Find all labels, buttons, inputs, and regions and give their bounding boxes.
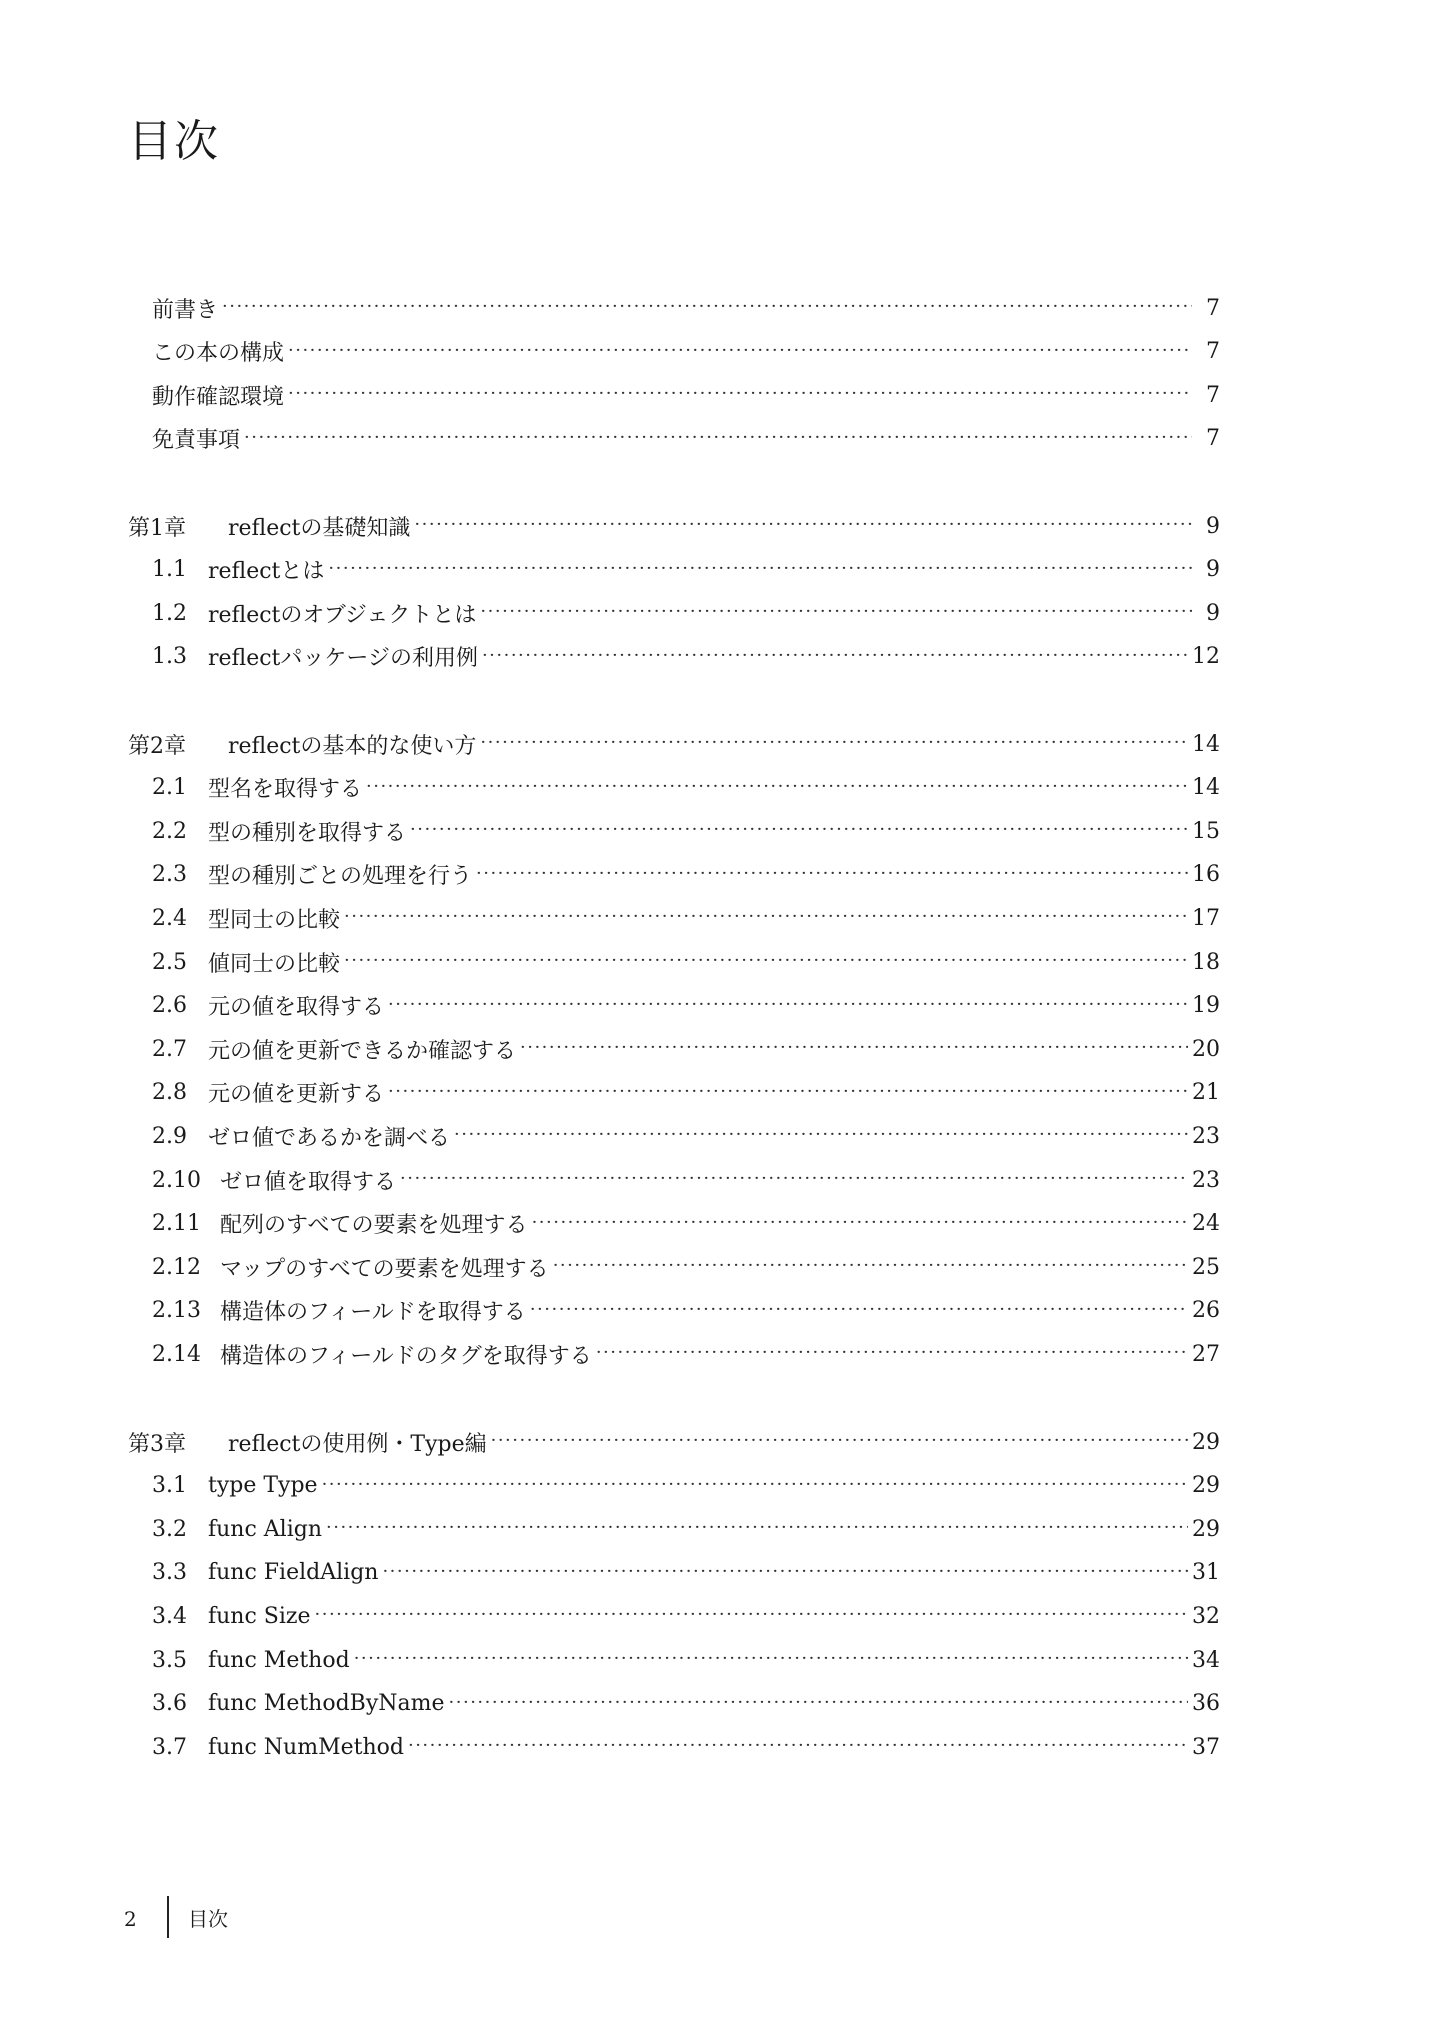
toc-section-entry[interactable] xyxy=(152,554,1220,586)
toc-section-entry[interactable] xyxy=(152,1470,1220,1502)
toc-entry-title: type Type xyxy=(208,1473,318,1499)
dot-leader xyxy=(322,1470,1188,1502)
footer-page-number: 2 xyxy=(124,1907,137,1931)
toc-entry-page: 32 xyxy=(1192,1603,1220,1629)
toc-entry-page: 31 xyxy=(1192,1560,1220,1586)
section-number: 2.6 xyxy=(152,993,187,1019)
toc-entry-title: reflectとは xyxy=(208,559,325,585)
toc-entry-page: 9 xyxy=(1206,600,1220,626)
toc-section-entry[interactable] xyxy=(152,1600,1220,1632)
toc-section-entry[interactable] xyxy=(152,902,1220,934)
toc-entry-title: reflectの基礎知識 xyxy=(228,515,411,541)
toc-entry-page: 16 xyxy=(1192,862,1220,888)
section-number: 2.7 xyxy=(152,1036,187,1062)
section-number: 2.11 xyxy=(152,1211,201,1237)
toc-entry-page: 7 xyxy=(1206,426,1220,452)
toc-section-entry[interactable] xyxy=(152,772,1220,804)
toc-entry-title: 配列のすべての要素を処理する xyxy=(220,1213,528,1239)
toc-entry-page: 18 xyxy=(1192,949,1220,975)
toc-entry-title: reflectの基本的な使い方 xyxy=(228,733,477,759)
toc-entry-title: 元の値を更新できるか確認する xyxy=(208,1038,517,1064)
toc-entry-page: 29 xyxy=(1192,1516,1220,1542)
toc-entry-page: 17 xyxy=(1192,905,1220,931)
section-number: 3.5 xyxy=(152,1647,187,1673)
dot-leader xyxy=(491,1426,1188,1458)
dot-leader xyxy=(222,292,1192,324)
dot-leader xyxy=(388,1077,1188,1109)
toc-entry-title: 型同士の比較 xyxy=(208,907,341,933)
toc-entry-title: 型の種別ごとの処理を行う xyxy=(208,864,473,890)
section-number: 2.12 xyxy=(152,1254,201,1280)
toc-entry-title: func Align xyxy=(208,1516,323,1542)
footer-divider xyxy=(167,1896,169,1938)
toc-entry-title: マップのすべての要素を処理する xyxy=(220,1256,549,1282)
dot-leader xyxy=(344,902,1188,934)
chapter-label: 第3章 xyxy=(128,1431,186,1457)
toc-entry-page: 7 xyxy=(1206,339,1220,365)
toc-section-entry[interactable] xyxy=(152,815,1220,847)
section-number: 2.9 xyxy=(152,1123,187,1149)
section-number: 3.1 xyxy=(152,1473,187,1499)
toc-entry-page: 27 xyxy=(1192,1341,1220,1367)
dot-leader xyxy=(244,423,1192,455)
toc-entry-title: func NumMethod xyxy=(208,1734,404,1760)
section-number: 2.5 xyxy=(152,949,187,975)
toc-preface-entry[interactable] xyxy=(152,292,1220,324)
dot-leader xyxy=(532,1208,1188,1240)
toc-entry-title: 免責事項 xyxy=(152,428,241,454)
toc-entry-page: 20 xyxy=(1192,1036,1220,1062)
dot-leader xyxy=(288,336,1192,368)
toc-entry-title: 値同士の比較 xyxy=(208,951,341,977)
dot-leader xyxy=(388,990,1188,1022)
toc-entry-page: 37 xyxy=(1192,1734,1220,1760)
dot-leader xyxy=(408,1731,1188,1763)
section-number: 2.3 xyxy=(152,862,187,888)
toc-entry-title: 構造体のフィールドを取得する xyxy=(220,1300,526,1326)
section-number: 1.1 xyxy=(152,557,187,583)
toc-entry-title: 前書き xyxy=(152,297,219,323)
toc-entry-title: 型名を取得する xyxy=(208,777,363,803)
toc-entry-title: func Method xyxy=(208,1647,350,1673)
dot-leader xyxy=(530,1295,1188,1327)
toc-entry-page: 24 xyxy=(1192,1211,1220,1237)
toc-preface-entry[interactable] xyxy=(152,423,1220,455)
toc-section-entry[interactable] xyxy=(152,1557,1220,1589)
toc-entry-title: 構造体のフィールドのタグを取得する xyxy=(220,1343,592,1369)
toc-entry-page: 14 xyxy=(1192,775,1220,801)
section-number: 1.3 xyxy=(152,644,187,670)
toc-entry-page: 14 xyxy=(1192,731,1220,757)
toc-entry-page: 7 xyxy=(1206,295,1220,321)
section-number: 2.10 xyxy=(152,1167,201,1193)
toc-section-entry[interactable] xyxy=(152,1120,1220,1152)
dot-leader xyxy=(414,510,1192,542)
toc-chapter-entry[interactable] xyxy=(128,1426,1220,1458)
dot-leader xyxy=(410,815,1188,847)
toc-section-entry[interactable] xyxy=(152,1077,1220,1109)
toc-preface-entry[interactable] xyxy=(152,336,1220,368)
dot-leader xyxy=(476,859,1188,891)
section-number: 3.4 xyxy=(152,1603,187,1629)
dot-leader xyxy=(382,1557,1188,1589)
toc-chapter-entry[interactable] xyxy=(128,510,1220,542)
toc-entry-title: func FieldAlign xyxy=(208,1560,379,1586)
dot-leader xyxy=(596,1338,1188,1370)
section-number: 3.7 xyxy=(152,1734,187,1760)
toc-entry-page: 34 xyxy=(1192,1647,1220,1673)
toc-entry-page: 23 xyxy=(1192,1123,1220,1149)
dot-leader xyxy=(326,1513,1188,1545)
dot-leader xyxy=(449,1688,1188,1720)
toc-entry-title: reflectパッケージの利用例 xyxy=(208,646,478,672)
section-number: 3.2 xyxy=(152,1516,187,1542)
toc-section-entry[interactable] xyxy=(152,641,1220,673)
toc-section-entry[interactable] xyxy=(152,946,1220,978)
toc-entry-page: 25 xyxy=(1192,1254,1220,1280)
toc-entry-page: 15 xyxy=(1192,818,1220,844)
dot-leader xyxy=(520,1033,1188,1065)
toc-entry-title: 動作確認環境 xyxy=(152,384,285,410)
dot-leader xyxy=(454,1120,1188,1152)
toc-entry-page: 19 xyxy=(1192,993,1220,1019)
toc-entry-page: 26 xyxy=(1192,1298,1220,1324)
chapter-label: 第1章 xyxy=(128,515,186,541)
toc-entry-title: reflectの使用例・Type編 xyxy=(228,1431,487,1457)
toc-entry-title: reflectのオブジェクトとは xyxy=(208,602,477,628)
toc-entry-page: 29 xyxy=(1192,1473,1220,1499)
page-title: 目次 xyxy=(128,116,220,167)
toc-section-entry[interactable] xyxy=(152,859,1220,891)
section-number: 2.1 xyxy=(152,775,187,801)
section-number: 1.2 xyxy=(152,600,187,626)
section-number: 2.8 xyxy=(152,1080,187,1106)
section-number: 2.4 xyxy=(152,905,187,931)
section-number: 3.3 xyxy=(152,1560,187,1586)
dot-leader xyxy=(400,1164,1188,1196)
section-number: 3.6 xyxy=(152,1691,187,1717)
toc-entry-page: 23 xyxy=(1192,1167,1220,1193)
toc-chapter-entry[interactable] xyxy=(128,728,1220,760)
toc-entry-page: 12 xyxy=(1192,644,1220,670)
toc-section-entry[interactable] xyxy=(152,1251,1220,1283)
dot-leader xyxy=(553,1251,1188,1283)
toc-section-entry[interactable] xyxy=(152,1033,1220,1065)
toc-entry-page: 9 xyxy=(1206,557,1220,583)
toc-entry-page: 21 xyxy=(1192,1080,1220,1106)
toc-section-entry[interactable] xyxy=(152,1338,1220,1370)
dot-leader xyxy=(366,772,1188,804)
toc-preface-entry[interactable] xyxy=(152,379,1220,411)
chapter-label: 第2章 xyxy=(128,733,186,759)
toc-entry-page: 29 xyxy=(1192,1429,1220,1455)
dot-leader xyxy=(354,1644,1188,1676)
section-number: 2.2 xyxy=(152,818,187,844)
toc-section-entry[interactable] xyxy=(152,990,1220,1022)
dot-leader xyxy=(480,728,1188,760)
toc-section-entry[interactable] xyxy=(152,1644,1220,1676)
toc-entry-title: func MethodByName xyxy=(208,1691,445,1717)
section-number: 2.13 xyxy=(152,1298,201,1324)
toc-entry-title: 型の種別を取得する xyxy=(208,820,407,846)
toc-section-entry[interactable] xyxy=(152,1513,1220,1545)
toc-entry-title: この本の構成 xyxy=(152,341,285,367)
toc-entry-page: 7 xyxy=(1206,382,1220,408)
dot-leader xyxy=(315,1600,1188,1632)
toc-entry-title: 元の値を取得する xyxy=(208,995,385,1021)
dot-leader xyxy=(482,641,1188,673)
toc-entry-title: ゼロ値を取得する xyxy=(220,1169,397,1195)
toc-entry-title: 元の値を更新する xyxy=(208,1082,385,1108)
dot-leader xyxy=(328,554,1192,586)
toc-section-entry[interactable] xyxy=(152,1688,1220,1720)
toc-section-entry[interactable] xyxy=(152,597,1220,629)
toc-section-entry[interactable] xyxy=(152,1731,1220,1763)
toc-section-entry[interactable] xyxy=(152,1208,1220,1240)
footer-label: 目次 xyxy=(188,1907,228,1931)
toc-section-entry[interactable] xyxy=(152,1164,1220,1196)
dot-leader xyxy=(288,379,1192,411)
toc-entry-page: 36 xyxy=(1192,1691,1220,1717)
section-number: 2.14 xyxy=(152,1341,201,1367)
toc-entry-page: 9 xyxy=(1206,513,1220,539)
toc-entry-title: ゼロ値であるかを調べる xyxy=(208,1125,451,1151)
dot-leader xyxy=(480,597,1192,629)
toc-entry-title: func Size xyxy=(208,1603,311,1629)
toc-section-entry[interactable] xyxy=(152,1295,1220,1327)
dot-leader xyxy=(344,946,1188,978)
